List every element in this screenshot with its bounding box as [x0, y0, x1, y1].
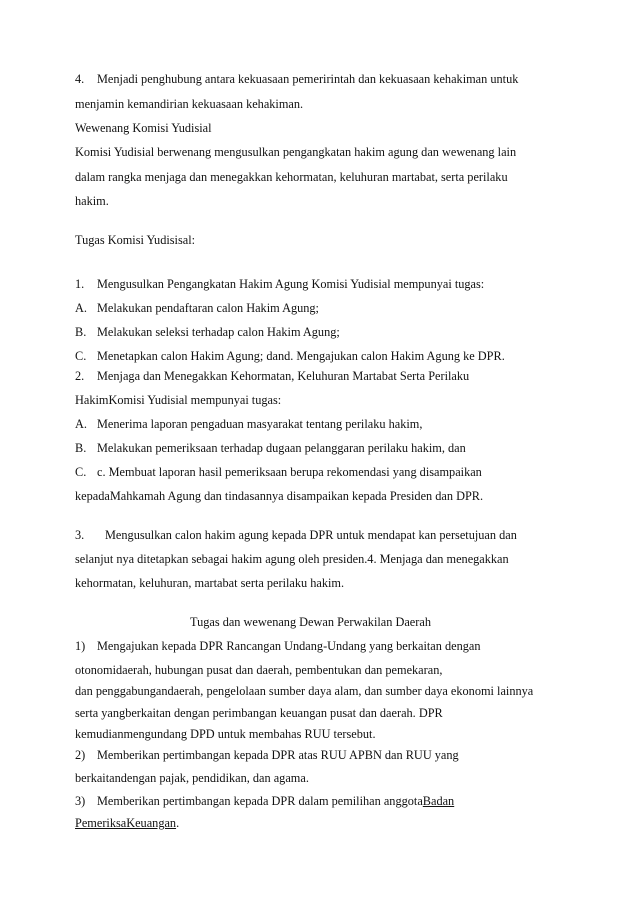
- list-item: [75, 794, 454, 808]
- list-letter: B.: [75, 441, 87, 455]
- text-line: berkaitandengan pajak, pendidikan, dan agama.: [75, 771, 309, 785]
- list-item: [75, 301, 319, 315]
- list-number: 2): [75, 748, 86, 762]
- line-text: Melakukan pendaftaran calon Hakim Agung;: [97, 301, 319, 315]
- line-text: Menetapkan calon Hakim Agung; dand. Mengajukan calon Hakim Agung ke DPR.: [97, 349, 505, 363]
- section-title: Tugas dan wewenang Dewan Perwakilan Daerah: [190, 615, 431, 629]
- line-text: Menjaga dan Menegakkan Kehormatan, Keluhuran Martabat Serta Perilaku: [97, 369, 470, 383]
- list-number: 3.: [75, 528, 85, 542]
- text-line: Komisi Yudisial berwenang mengusulkan pengangkatan hakim agung dan wewenang lain: [75, 145, 517, 159]
- line-text: c. Membuat laporan hasil pemeriksaan berupa rekomendasi yang disampaikan: [97, 465, 482, 479]
- list-item: [75, 325, 340, 339]
- text-line: dan penggabungandaerah, pengelolaan sumber daya alam, dan sumber daya ekonomi lainnya: [75, 684, 534, 698]
- pemeriksa-keuangan-link[interactable]: PemeriksaKeuangan: [75, 816, 177, 830]
- list-letter: C.: [75, 465, 87, 479]
- list-letter: C.: [75, 349, 87, 363]
- list-item: [75, 639, 480, 653]
- text-line: [75, 816, 179, 830]
- text-line: hakim.: [75, 194, 109, 208]
- list-number: 3): [75, 794, 86, 808]
- line-text: Menerima laporan pengaduan masyarakat tentang perilaku hakim,: [97, 417, 423, 431]
- list-item: [75, 528, 517, 542]
- text-line: menjamin kemandirian kekuasaan kehakiman.: [75, 97, 304, 111]
- list-number: 1.: [75, 277, 85, 291]
- section-heading: Wewenang Komisi Yudisial: [75, 121, 212, 135]
- list-number: 1): [75, 639, 86, 653]
- list-number: 2.: [75, 369, 85, 383]
- list-letter: A.: [75, 301, 87, 315]
- list-number: 4.: [75, 72, 85, 86]
- list-item: [75, 465, 482, 479]
- section-heading: Tugas Komisi Yudisisal:: [75, 233, 196, 247]
- text-line: kemudianmengundang DPD untuk membahas RUU tersebut.: [75, 727, 376, 741]
- list-item: [75, 369, 469, 383]
- list-item: [75, 349, 505, 363]
- list-letter: A.: [75, 417, 87, 431]
- text-line: HakimKomisi Yudisial mempunyai tugas:: [75, 393, 282, 407]
- text-line: kehormatan, keluhuran, martabat serta perilaku hakim.: [75, 576, 345, 590]
- text-line: dalam rangka menjaga dan menegakkan kehormatan, keluhuran martabat, serta perilaku: [75, 170, 508, 184]
- list-item: [75, 748, 459, 762]
- line-text: Mengajukan kepada DPR Rancangan Undang-Undang yang berkaitan dengan: [97, 639, 481, 653]
- text-line: otonomidaerah, hubungan pusat dan daerah, pembentukan dan pemekaran,: [75, 663, 443, 677]
- text-line: serta yangberkaitan dengan perimbangan keuangan pusat dan daerah. DPR: [75, 706, 443, 720]
- line-text: .: [176, 816, 180, 830]
- line-text: Menjadi penghubung antara kekuasaan pemeririntah dan kekuasaan kehakiman untuk: [97, 72, 519, 86]
- badan-link[interactable]: Badan: [422, 794, 455, 808]
- line-text: Mengusulkan Pengangkatan Hakim Agung Komisi Yudisial mempunyai tugas:: [97, 277, 485, 291]
- line-text: Mengusulkan calon hakim agung kepada DPR untuk mendapat kan persetujuan dan: [105, 528, 517, 542]
- list-item: [75, 277, 484, 291]
- line-text: Memberikan pertimbangan kepada DPR atas RUU APBN dan RUU yang: [97, 748, 459, 762]
- text-line: kepadaMahkamah Agung dan tindasannya disampaikan kepada Presiden dan DPR.: [75, 489, 484, 503]
- list-item: [75, 441, 466, 455]
- line-text: Melakukan pemeriksaan terhadap dugaan pelanggaran perilaku hakim, dan: [97, 441, 466, 455]
- list-item: [75, 417, 422, 431]
- list-letter: B.: [75, 325, 87, 339]
- line-text: Memberikan pertimbangan kepada DPR dalam pemilihan anggota: [97, 794, 423, 808]
- line-text: Melakukan seleksi terhadap calon Hakim Agung;: [97, 325, 340, 339]
- text-line: [75, 72, 518, 86]
- text-line: selanjut nya ditetapkan sebagai hakim agung oleh presiden.4. Menjaga dan menegakkan: [75, 552, 509, 566]
